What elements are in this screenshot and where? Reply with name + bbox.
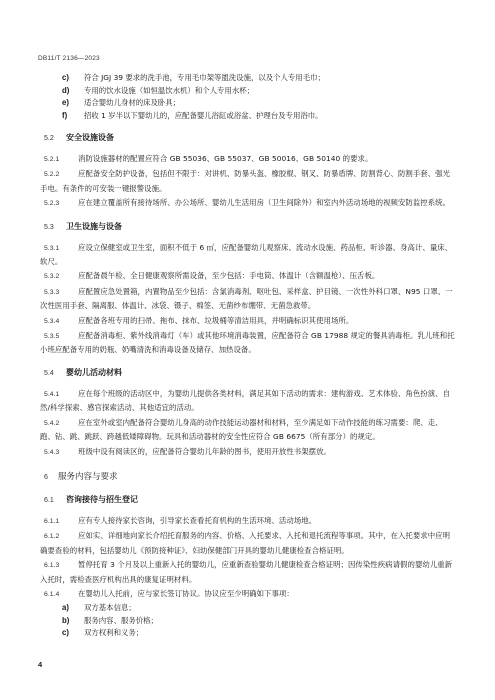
section-heading-6-1: 6.1 咨询接待与招生登记 <box>44 494 138 504</box>
list-item: c) 符合 JGJ 39 要求的洗手池，专用毛巾架等盥洗设施，以及个人专用毛巾； <box>62 73 325 82</box>
list-item: a) 双方基本信息； <box>62 603 136 613</box>
paragraph-6-1-3: 6.1.3 暂停托育 3 个月及以上重新入托的婴幼儿，应重新查验婴幼儿健康检查合格证明；因传染性疾病请假的婴幼儿重新入托时，需检查医疗机构出具的康复证明材料。 <box>40 560 453 584</box>
section-heading-5-2: 5.2 安全设施设备 <box>44 133 114 142</box>
list-item: e) 适合婴幼儿身材的床及卧具； <box>62 98 181 107</box>
chapter-heading-6: 6 服务内容与要求 <box>44 471 118 482</box>
paragraph-5-3-2: 5.3.2 应配备晨午检、全日健康观察所需设备，至少包括：手电筒、体温计（含额温枪）、压舌板。 <box>44 271 380 281</box>
list-item: b) 服务内容、服务价格； <box>62 615 158 625</box>
document-id: DB11/T 2136—2023 <box>38 55 100 62</box>
paragraph-6-1-1: 6.1.1 应有专人接待家长咨询，引导家长查看托育机构的生活环境、活动场地。 <box>44 515 317 525</box>
page-content <box>40 72 456 640</box>
section-heading-5-4: 5.4 婴幼儿活动材料 <box>44 367 122 377</box>
page-number: 4 <box>38 660 43 669</box>
paragraph-5-2-3: 5.2.3 应在建立覆盖所有接待场所、办公场所、婴幼儿生活用房（卫生间除外）和室内外活动场地的视频安防监控系统。 <box>44 198 451 208</box>
paragraph-5-2-2: 5.2.2 应配备安全防护设备，包括但不限于：对讲机、防暴头盔、橡胶棍、钢叉、防暴盾牌、防割背心、防割手套、强光手电。有条件的可安装一键报警设施。 <box>40 169 451 193</box>
list-item: d) 专用的饮水设施（如恒温饮水机）和个人专用水杯； <box>62 85 254 95</box>
intro-list <box>40 72 456 122</box>
list-item: c) 双方权利和义务； <box>62 628 144 638</box>
section-heading-5-3: 5.3 卫生设施与设备 <box>44 221 122 231</box>
paragraph-5-4-1: 5.4.1 应在每个班级的活动区中，为婴幼儿提供各类材料，满足其如下活动的需求：建构游戏、艺术体验、角色扮演、自然/科学探索、感官探索活动、其他适宜的活动。 <box>40 388 451 413</box>
paragraph-5-3-1: 5.3.1 应设立保健室或卫生室，面积不低于 6 ㎡，应配备婴幼儿观察床、流动水设施、药品柜、听诊器、身高计、量床、软尺。 <box>40 242 453 267</box>
paragraph-5-3-4: 5.3.4 应配备各班专用的扫帚、拖布、抹布、垃圾桶等清洁用具，并明确标识其使用场所。 <box>44 315 354 325</box>
agreement-list <box>40 602 456 640</box>
paragraph-5-4-2: 5.4.2 应在室外或室内配备符合婴幼儿身高的动作技能运动器材和材料，至少满足如下动作技能的练习需要：爬、走、跑、钻、跳、跳跃、跨越低矮障碍物。玩具和活动器材的安全性应符合 GB 6675（所有部分）的规定。 <box>40 417 443 442</box>
paragraph-6-1-2: 6.1.2 应如实、详细地向家长介绍托育服务的内容、价格、入托要求、入托和退托流程等事项。其中，在入托要求中应明确要查验的材料，包括婴幼儿《预防接种证》、妇幼保健部门开具的婴幼儿健康检查合格证明。 <box>40 531 451 555</box>
paragraph-5-4-3: 5.4.3 班级中设有阅读区的，应配备符合婴幼儿年龄的图书，使用开放性书架摆放。 <box>44 446 331 456</box>
paragraph-5-3-5: 5.3.5 应配备消毒柜、紫外线消毒灯（车）或其他环境消毒装置，应配备符合 GB 17988 规定的餐具消毒柜。乳儿班和托小班应配备专用的奶瓶、奶嘴清洗和消毒设备及储存、加热设备。 <box>40 331 455 355</box>
paragraph-5-2-1: 5.2.1 消防设施器材的配置应符合 GB 55036、GB 55037、GB 50016、GB 50140 的要求。 <box>44 154 373 163</box>
paragraph-6-1-4: 6.1.4 在婴幼儿入托前，应与家长签订协议。协议应至少明确如下事项： <box>44 588 294 598</box>
paragraph-5-3-3: 5.3.3 应配置应急处置箱，内置物品至少包括：含氯消毒剂、呕吐包、采样盒、护目镜、一次性外科口罩、N95 口罩、一次性医用手套、隔离服、体温计、冰袋、镊子、棉签、无菌纱布绷带、无菌急救带。 <box>40 286 453 311</box>
list-item: f) 招收 1 岁半以下婴幼儿的，应配备婴儿浴缸或浴盆、护理台及专用浴巾。 <box>62 110 323 120</box>
